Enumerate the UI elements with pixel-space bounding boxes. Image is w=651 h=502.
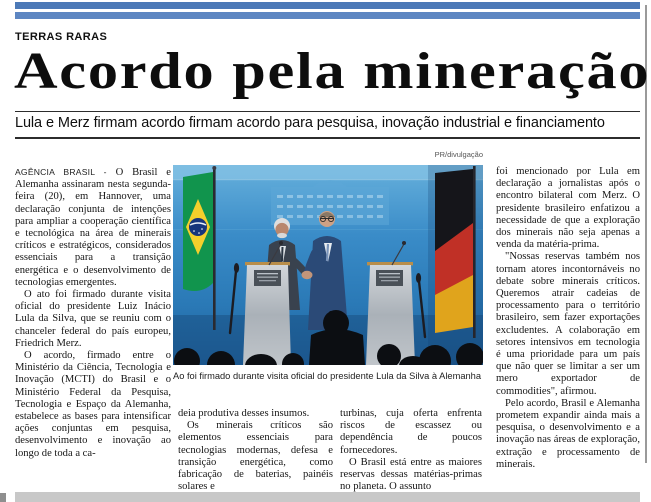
masthead-rule-top [15, 2, 640, 9]
handshake [302, 271, 313, 279]
paragraph: turbinas, cuja oferta enfrenta riscos de escassez ou dependência de poucos fornecedores. [340, 408, 482, 456]
paragraph: "Nossas reservas também nos tornam atores incontornáveis no debate sobre minerais críticos. Queremos atrair cadeias de processamento para o território brasileiro, sem fazer exportações excludentes. A colaboração em setores intensivos em tecnologia é uma prioridade para um país que não quer se limitar a ser um mero exportador de commodities", afirmou. [496, 251, 640, 397]
paragraph: O Brasil está entre as maiores reservas dessas matérias-primas no planeta. O assunto [340, 456, 482, 493]
article-column-2 [178, 408, 333, 493]
article-subheadline: Lula e Merz firmam acordo firmam acordo para pesquisa, inovação industrial e financiamento [15, 115, 605, 131]
paragraph-text: O Brasil e Alemanha assinaram nesta segunda-feira (20), em Hannover, uma declaração conjunta de intenções para ampliar a cooperação científica e tecnológica na área de minerais críticos e estratégicos, considerados essenciais para a transição energética e o desenvolvimento de tecnologias emergentes. [15, 167, 171, 288]
article-photo [173, 165, 483, 365]
paragraph: deia produtiva desses insumos. [178, 408, 310, 419]
margin-mark [0, 493, 6, 502]
article-headline: Acordo pela mineração [14, 43, 651, 100]
agency-lead-in: AGÊNCIA BRASIL - [15, 167, 116, 177]
subhead-rule-top [15, 111, 640, 112]
photo-caption: Ao foi firmado durante visita oficial do presidente Lula da Silva à Alemanha [173, 371, 482, 381]
paragraph: O acordo, firmado entre o Ministério da Ciência, Tecnologia e Inovação (MCTI) do Brasil e o Ministério Federal da Pesquisa, Tecnologia e Espaço da Alemanha, estabelece as bases para intensificar ações conjuntas em pesquisa, desenvolvimento e inovação ao longo de toda a ca- [15, 350, 171, 459]
paragraph: Os minerais críticos são elementos essenciais para tecnologias modernas, defesa e transição energética, como fabricação de baterias, painéis solares e [178, 420, 333, 493]
article-column-4 [496, 166, 640, 488]
paragraph: foi mencionado por Lula em declaração a jornalistas após o encontro bilateral com Merz. O presidente brasileiro enfatizou a necessidade de que a exploração dos minerais não seja apenas a venda da matéria-prima. [496, 166, 640, 251]
article-column-3 [340, 408, 482, 493]
paragraph: Pelo acordo, Brasil e Alemanha prometem expandir ainda mais a pesquisa, o desenvolvimento e a inovação nas áreas de exploração, extração e processamento de minerais. [496, 397, 640, 470]
photo-illustration [173, 165, 483, 365]
bottom-section-bar [15, 492, 640, 502]
paragraph [15, 166, 171, 289]
subhead-rule-bottom [15, 137, 640, 139]
masthead-rule-bottom [15, 12, 640, 19]
paragraph: O ato foi firmado durante visita oficial do presidente Luiz Inácio Lula da Silva, que se reuniu com o chanceler federal do país europeu, Friedrich Merz. [15, 289, 171, 349]
article-column-1 [15, 166, 171, 488]
section-kicker: TERRAS RARAS [15, 31, 108, 43]
germany-flag-icon [435, 166, 476, 338]
photo-credit: PR/divulgação [434, 150, 483, 159]
